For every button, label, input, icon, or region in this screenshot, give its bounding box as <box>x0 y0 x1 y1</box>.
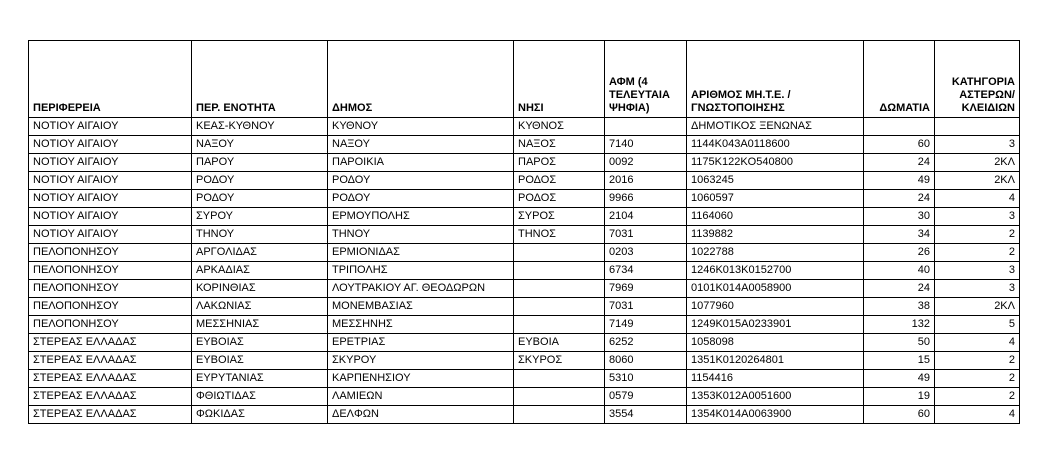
cell-tax-id: 0579 <box>605 388 687 406</box>
cell-registry-number: 0101K014A0058900 <box>687 280 864 298</box>
col-header-island: ΝΗΣΙ <box>514 41 605 118</box>
cell-regional-unit: ΑΡΓΟΛΙΔΑΣ <box>192 244 328 262</box>
cell-region: ΠΕΛΟΠΟΝΗΣΟΥ <box>29 298 192 316</box>
cell-category: 2 <box>935 244 1020 262</box>
cell-island: ΚΥΘΝΟΣ <box>514 118 605 136</box>
cell-tax-id: 6734 <box>605 262 687 280</box>
cell-tax-id: 7969 <box>605 280 687 298</box>
cell-region: ΝΟΤΙΟΥ ΑΙΓΑΙΟΥ <box>29 154 192 172</box>
cell-rooms: 30 <box>864 208 935 226</box>
col-header-tax-id: ΑΦΜ (4 ΤΕΛΕΥΤΑΙΑ ΨΗΦΙΑ) <box>605 41 687 118</box>
cell-island <box>514 280 605 298</box>
cell-registry-number: 1063245 <box>687 172 864 190</box>
cell-municipality: ΛΑΜΙΕΩΝ <box>328 388 514 406</box>
cell-tax-id: 0092 <box>605 154 687 172</box>
cell-rooms: 40 <box>864 262 935 280</box>
cell-municipality: ΜΟΝΕΜΒΑΣΙΑΣ <box>328 298 514 316</box>
cell-registry-number: 1139882 <box>687 226 864 244</box>
cell-tax-id: 2104 <box>605 208 687 226</box>
cell-category: 2ΚΛ <box>935 298 1020 316</box>
cell-rooms: 60 <box>864 406 935 424</box>
cell-island <box>514 262 605 280</box>
cell-tax-id: 6252 <box>605 334 687 352</box>
table-row <box>29 172 1020 190</box>
cell-island <box>514 370 605 388</box>
cell-region: ΣΤΕΡΕΑΣ ΕΛΛΑΔΑΣ <box>29 406 192 424</box>
cell-regional-unit: ΛΑΚΩΝΙΑΣ <box>192 298 328 316</box>
table-row <box>29 334 1020 352</box>
col-header-rooms: ΔΩΜΑΤΙΑ <box>864 41 935 118</box>
cell-tax-id: 7031 <box>605 226 687 244</box>
table-row <box>29 370 1020 388</box>
cell-regional-unit: ΝΑΞΟΥ <box>192 136 328 154</box>
cell-category: 4 <box>935 190 1020 208</box>
cell-municipality: ΣΚΥΡΟΥ <box>328 352 514 370</box>
cell-regional-unit: ΚΟΡΙΝΘΙΑΣ <box>192 280 328 298</box>
cell-registry-number: 1354K014A0063900 <box>687 406 864 424</box>
cell-regional-unit: ΠΑΡΟΥ <box>192 154 328 172</box>
col-header-region: ΠΕΡΙΦΕΡΕΙΑ <box>29 41 192 118</box>
cell-regional-unit: ΕΥΡΥΤΑΝΙΑΣ <box>192 370 328 388</box>
cell-regional-unit: ΕΥΒΟΙΑΣ <box>192 334 328 352</box>
cell-tax-id: 8060 <box>605 352 687 370</box>
table-row <box>29 208 1020 226</box>
cell-region: ΣΤΕΡΕΑΣ ΕΛΛΑΔΑΣ <box>29 334 192 352</box>
cell-tax-id: 7140 <box>605 136 687 154</box>
table-row <box>29 226 1020 244</box>
cell-registry-number: 1164060 <box>687 208 864 226</box>
cell-island: ΣΚΥΡΟΣ <box>514 352 605 370</box>
cell-rooms: 26 <box>864 244 935 262</box>
cell-region: ΠΕΛΟΠΟΝΗΣΟΥ <box>29 316 192 334</box>
cell-region: ΣΤΕΡΕΑΣ ΕΛΛΑΔΑΣ <box>29 352 192 370</box>
cell-municipality: ΕΡΜΙΟΝΙΔΑΣ <box>328 244 514 262</box>
cell-registry-number: 1353K012A0051600 <box>687 388 864 406</box>
cell-municipality: ΝΑΞΟΥ <box>328 136 514 154</box>
cell-region: ΝΟΤΙΟΥ ΑΙΓΑΙΟΥ <box>29 136 192 154</box>
table-row <box>29 118 1020 136</box>
cell-category: 2 <box>935 226 1020 244</box>
cell-island: ΣΥΡΟΣ <box>514 208 605 226</box>
cell-rooms: 132 <box>864 316 935 334</box>
cell-municipality: ΜΕΣΣΗΝΗΣ <box>328 316 514 334</box>
col-header-category: ΚΑΤΗΓΟΡΙΑ ΑΣΤΕΡΩΝ/ ΚΛΕΙΔΙΩΝ <box>935 41 1020 118</box>
table-row <box>29 190 1020 208</box>
table-row <box>29 280 1020 298</box>
table-row <box>29 352 1020 370</box>
cell-regional-unit: ΚΕΑΣ-ΚΥΘΝΟΥ <box>192 118 328 136</box>
table-row <box>29 154 1020 172</box>
cell-region: ΝΟΤΙΟΥ ΑΙΓΑΙΟΥ <box>29 208 192 226</box>
cell-municipality: ΕΡΕΤΡΙΑΣ <box>328 334 514 352</box>
cell-region: ΝΟΤΙΟΥ ΑΙΓΑΙΟΥ <box>29 118 192 136</box>
table-row <box>29 244 1020 262</box>
cell-rooms: 19 <box>864 388 935 406</box>
cell-rooms: 49 <box>864 172 935 190</box>
cell-regional-unit: ΡΟΔΟΥ <box>192 190 328 208</box>
cell-category: 2 <box>935 370 1020 388</box>
cell-island: ΡΟΔΟΣ <box>514 172 605 190</box>
cell-registry-number: 1060597 <box>687 190 864 208</box>
cell-municipality: ΚΥΘΝΟΥ <box>328 118 514 136</box>
cell-municipality: ΡΟΔΟΥ <box>328 190 514 208</box>
table-row <box>29 406 1020 424</box>
cell-tax-id: 2016 <box>605 172 687 190</box>
cell-category: 2ΚΛ <box>935 172 1020 190</box>
cell-island <box>514 244 605 262</box>
cell-island <box>514 298 605 316</box>
table-row <box>29 136 1020 154</box>
cell-tax-id: 0203 <box>605 244 687 262</box>
cell-municipality: ΕΡΜΟΥΠΟΛΗΣ <box>328 208 514 226</box>
cell-registry-number: 1246K013K0152700 <box>687 262 864 280</box>
cell-island: ΤΗΝΟΣ <box>514 226 605 244</box>
cell-regional-unit: ΑΡΚΑΔΙΑΣ <box>192 262 328 280</box>
cell-tax-id: 7149 <box>605 316 687 334</box>
cell-registry-number: 1154416 <box>687 370 864 388</box>
cell-region: ΠΕΛΟΠΟΝΗΣΟΥ <box>29 244 192 262</box>
cell-rooms: 38 <box>864 298 935 316</box>
cell-registry-number: 1249K015A0233901 <box>687 316 864 334</box>
cell-rooms <box>864 118 935 136</box>
cell-region: ΝΟΤΙΟΥ ΑΙΓΑΙΟΥ <box>29 190 192 208</box>
cell-region: ΠΕΛΟΠΟΝΗΣΟΥ <box>29 262 192 280</box>
cell-registry-number: 1077960 <box>687 298 864 316</box>
cell-island: ΕΥΒΟΙΑ <box>514 334 605 352</box>
col-header-regional-unit: ΠΕΡ. ΕΝΟΤΗΤΑ <box>192 41 328 118</box>
cell-island <box>514 388 605 406</box>
cell-rooms: 24 <box>864 154 935 172</box>
cell-category <box>935 118 1020 136</box>
cell-rooms: 49 <box>864 370 935 388</box>
cell-island: ΡΟΔΟΣ <box>514 190 605 208</box>
cell-island <box>514 406 605 424</box>
cell-municipality: ΚΑΡΠΕΝΗΣΙΟΥ <box>328 370 514 388</box>
cell-category: 2 <box>935 388 1020 406</box>
cell-category: 2ΚΛ <box>935 154 1020 172</box>
cell-regional-unit: ΦΩΚΙΔΑΣ <box>192 406 328 424</box>
cell-registry-number: 1144K043A0118600 <box>687 136 864 154</box>
cell-region: ΠΕΛΟΠΟΝΗΣΟΥ <box>29 280 192 298</box>
cell-municipality: ΠΑΡΟΙΚΙΑ <box>328 154 514 172</box>
cell-rooms: 60 <box>864 136 935 154</box>
cell-municipality: ΤΗΝΟΥ <box>328 226 514 244</box>
cell-category: 2 <box>935 352 1020 370</box>
cell-regional-unit: ΕΥΒΟΙΑΣ <box>192 352 328 370</box>
cell-registry-number: 1175K122KO540800 <box>687 154 864 172</box>
cell-registry-number: 1058098 <box>687 334 864 352</box>
cell-category: 4 <box>935 334 1020 352</box>
header-row <box>29 41 1020 118</box>
cell-registry-number: 1351K0120264801 <box>687 352 864 370</box>
cell-municipality: ΤΡΙΠΟΛΗΣ <box>328 262 514 280</box>
cell-rooms: 24 <box>864 280 935 298</box>
cell-category: 4 <box>935 406 1020 424</box>
cell-regional-unit: ΡΟΔΟΥ <box>192 172 328 190</box>
hotels-table <box>28 40 1020 424</box>
cell-category: 3 <box>935 262 1020 280</box>
table-row <box>29 388 1020 406</box>
cell-municipality: ΛΟΥΤΡΑΚΙΟΥ ΑΓ. ΘΕΟΔΩΡΩΝ <box>328 280 514 298</box>
cell-category: 5 <box>935 316 1020 334</box>
cell-island <box>514 316 605 334</box>
col-header-registry-number: ΑΡΙΘΜΟΣ ΜΗ.Τ.Ε. / ΓΝΩΣΤΟΠΟΙΗΣΗΣ <box>687 41 864 118</box>
cell-rooms: 50 <box>864 334 935 352</box>
cell-island: ΠΑΡΟΣ <box>514 154 605 172</box>
cell-region: ΣΤΕΡΕΑΣ ΕΛΛΑΔΑΣ <box>29 388 192 406</box>
cell-registry-number: 1022788 <box>687 244 864 262</box>
cell-category: 3 <box>935 280 1020 298</box>
cell-regional-unit: ΤΗΝΟΥ <box>192 226 328 244</box>
cell-registry-number: ΔΗΜΟΤΙΚΟΣ ΞΕΝΩΝΑΣ <box>687 118 864 136</box>
cell-rooms: 24 <box>864 190 935 208</box>
cell-tax-id: 9966 <box>605 190 687 208</box>
cell-island: ΝΑΞΟΣ <box>514 136 605 154</box>
table-row <box>29 262 1020 280</box>
cell-region: ΝΟΤΙΟΥ ΑΙΓΑΙΟΥ <box>29 172 192 190</box>
cell-tax-id: 3554 <box>605 406 687 424</box>
col-header-municipality: ΔΗΜΟΣ <box>328 41 514 118</box>
cell-category: 3 <box>935 136 1020 154</box>
cell-rooms: 15 <box>864 352 935 370</box>
cell-municipality: ΡΟΔΟΥ <box>328 172 514 190</box>
cell-region: ΝΟΤΙΟΥ ΑΙΓΑΙΟΥ <box>29 226 192 244</box>
cell-municipality: ΔΕΛΦΩΝ <box>328 406 514 424</box>
cell-regional-unit: ΜΕΣΣΗΝΙΑΣ <box>192 316 328 334</box>
cell-regional-unit: ΣΥΡΟΥ <box>192 208 328 226</box>
cell-tax-id: 7031 <box>605 298 687 316</box>
cell-regional-unit: ΦΘΙΩΤΙΔΑΣ <box>192 388 328 406</box>
table-row <box>29 298 1020 316</box>
table-row <box>29 316 1020 334</box>
cell-category: 3 <box>935 208 1020 226</box>
cell-tax-id <box>605 118 687 136</box>
cell-region: ΣΤΕΡΕΑΣ ΕΛΛΑΔΑΣ <box>29 370 192 388</box>
cell-rooms: 34 <box>864 226 935 244</box>
cell-tax-id: 5310 <box>605 370 687 388</box>
